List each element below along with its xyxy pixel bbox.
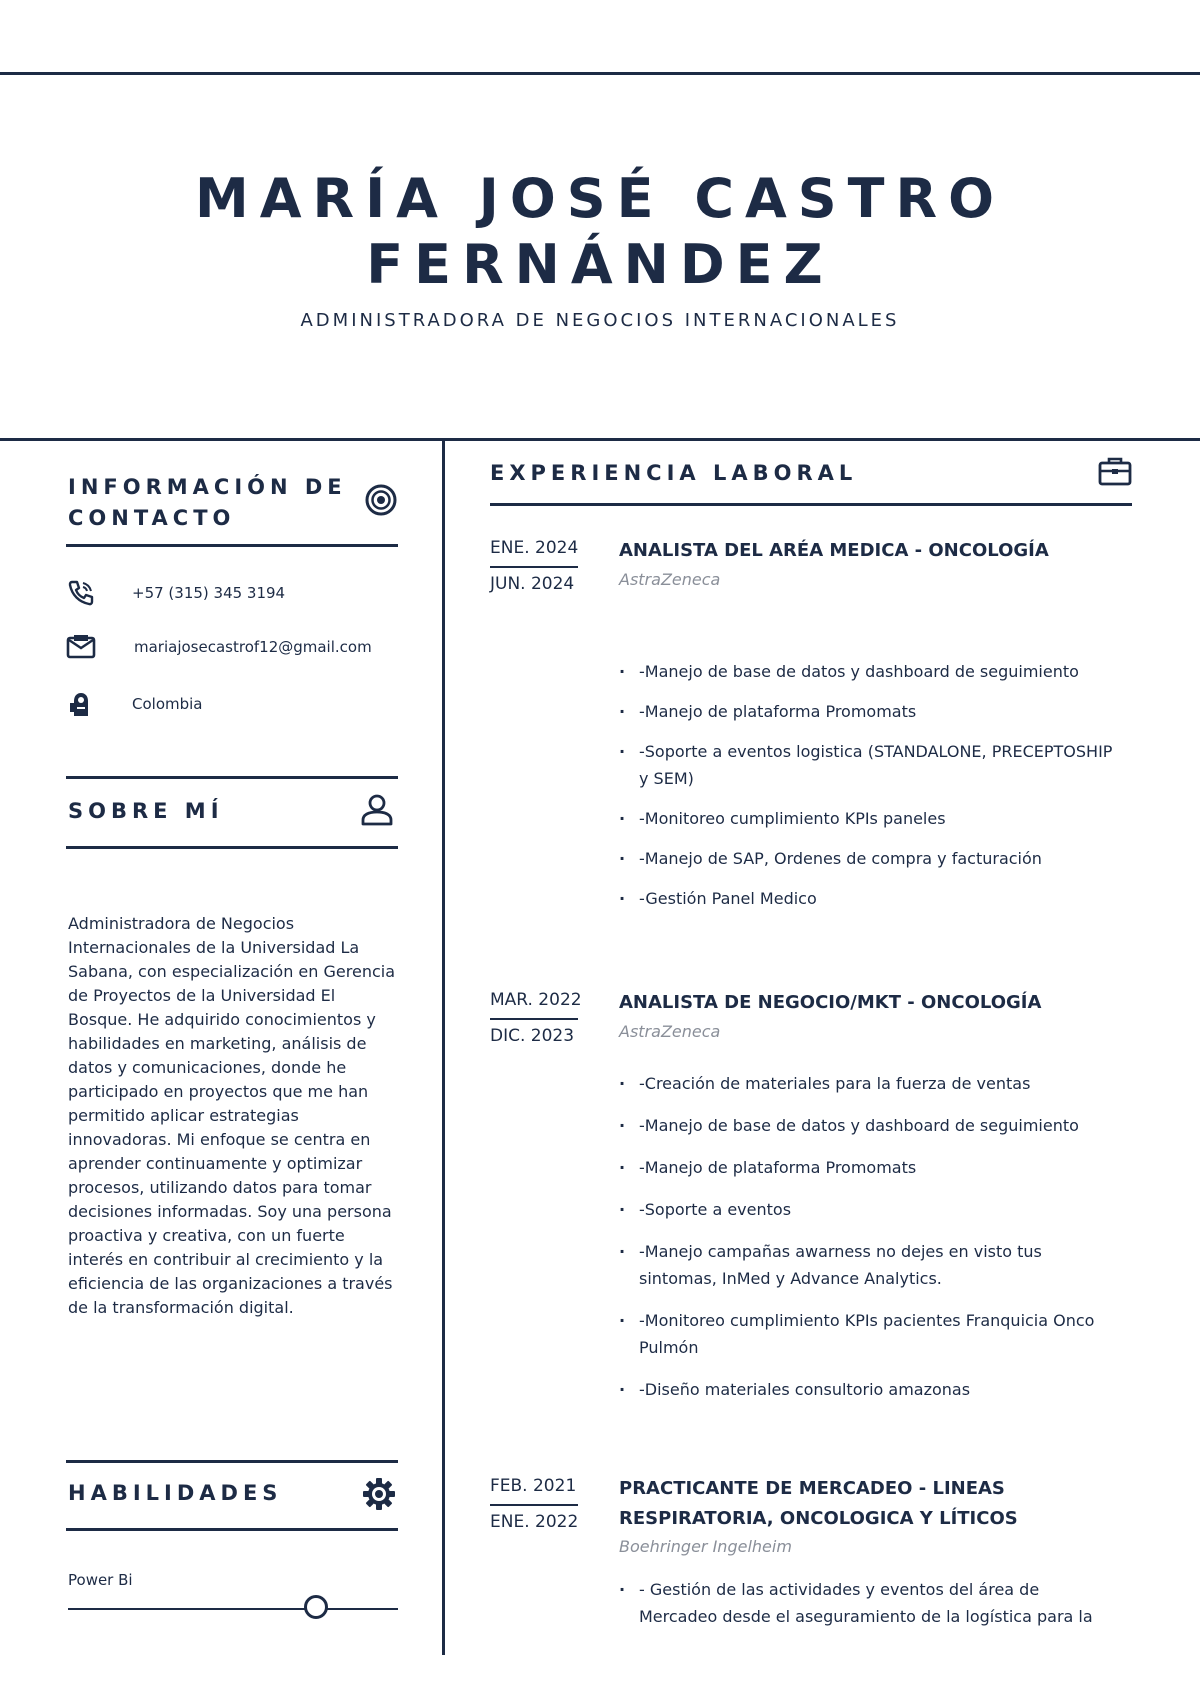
at-sign-icon — [364, 483, 398, 517]
list-item: · - Gestión de las actividades y eventos del área de Mercadeo desde el aseguramiento de la logística para la — [619, 1576, 1119, 1630]
skill-level-knob — [304, 1595, 328, 1619]
contact-divider — [66, 544, 398, 547]
list-item: · -Soporte a eventos logistica (STANDALONE, PRECEPTOSHIP y SEM) — [619, 738, 1119, 792]
phone-text: +57 (315) 345 3194 — [132, 584, 286, 602]
list-item: · -Manejo campañas awarness no dejes en visto tus sintomas, InMed y Advance Analytics. — [619, 1238, 1119, 1292]
gear-icon — [362, 1477, 396, 1511]
list-item: · -Gestión Panel Medico — [619, 885, 1119, 912]
job-title: ANALISTA DE NEGOCIO/MKT - ONCOLOGÍA — [619, 992, 1042, 1013]
contact-location-row — [66, 689, 406, 721]
about-text: Administradora de Negocios Internacionales de la Universidad La Sabana, con especialización en Gerencia de Proyectos de la Universidad El Bosque. He adquirido conocimientos y habilidades en marketing, análisis de datos y comunicaciones, donde he participado en proyectos que me han permitido aplicar estrategias innovadoras. Mi enfoque se centra en aprender continuamente y optimizar procesos, utilizando datos para tomar decisiones informadas. Soy una persona proactiva y creativa, con un fuerte interés en contribuir al crecimiento y la eficiencia de las organizaciones a través de la transformación digital. — [68, 914, 395, 1317]
job-start-date: ENE. 2024 — [490, 538, 579, 558]
phone-icon — [66, 578, 96, 608]
list-item: · -Monitoreo cumplimiento KPIs pacientes Franquicia Onco Pulmón — [619, 1307, 1119, 1361]
job-end-date: ENE. 2022 — [490, 1512, 579, 1532]
job-title: ANALISTA DEL ARÉA MEDICA - ONCOLOGÍA — [619, 540, 1049, 561]
header-divider — [0, 438, 1200, 441]
name-line-2: FERNÁNDEZ — [366, 233, 834, 296]
contact-title-line-1: INFORMACIÓN DE — [68, 475, 347, 499]
about-bottom-divider — [66, 846, 398, 849]
list-item: · -Diseño materiales consultorio amazonas — [619, 1376, 1119, 1403]
job-end-date: JUN. 2024 — [490, 574, 575, 594]
professional-title: ADMINISTRADORA DE NEGOCIOS INTERNACIONALES — [300, 310, 900, 331]
top-divider — [0, 72, 1200, 75]
skill-track — [68, 1608, 398, 1610]
job-start-date: MAR. 2022 — [490, 990, 582, 1010]
location-text: Colombia — [132, 695, 203, 713]
list-item: · -Manejo de base de datos y dashboard de seguimiento — [619, 658, 1119, 685]
date-divider — [490, 566, 578, 568]
job-bullets — [619, 658, 1119, 912]
job-end-date: DIC. 2023 — [490, 1026, 575, 1046]
list-item: · -Manejo de plataforma Promomats — [619, 698, 1119, 725]
date-divider — [490, 1504, 578, 1506]
job-start-date: FEB. 2021 — [490, 1476, 577, 1496]
location-icon — [66, 689, 96, 719]
candidate-name — [0, 166, 1200, 298]
contact-email-row — [66, 632, 406, 664]
skills-section-title: HABILIDADES — [68, 1481, 283, 1505]
skills-top-divider — [66, 1460, 398, 1463]
contact-title-line-2: CONTACTO — [68, 506, 236, 530]
job-company: AstraZeneca — [619, 570, 721, 589]
skill-label: Power Bi — [68, 1571, 133, 1589]
experience-divider — [490, 503, 1132, 506]
experience-section-title: EXPERIENCIA LABORAL — [490, 461, 858, 485]
contact-phone-row — [66, 578, 406, 610]
user-icon — [360, 792, 394, 826]
envelope-icon — [66, 632, 96, 662]
list-item: · -Soporte a eventos — [619, 1196, 1119, 1223]
name-line-1: MARÍA JOSÉ CASTRO — [194, 167, 1005, 230]
about-top-divider — [66, 776, 398, 779]
list-item: · -Manejo de base de datos y dashboard de seguimiento — [619, 1112, 1119, 1139]
list-item: · -Creación de materiales para la fuerza de ventas — [619, 1070, 1119, 1097]
job-company: AstraZeneca — [619, 1022, 721, 1041]
date-divider — [490, 1018, 578, 1020]
contact-section-title — [68, 472, 347, 534]
list-item: · -Manejo de SAP, Ordenes de compra y facturación — [619, 845, 1119, 872]
email-text[interactable]: mariajosecastrof12@gmail.com — [134, 638, 372, 656]
skills-bottom-divider — [66, 1528, 398, 1531]
job-bullets — [619, 1576, 1119, 1630]
about-section-title: SOBRE MÍ — [68, 799, 224, 823]
column-divider — [442, 440, 445, 1655]
job-bullets — [619, 1070, 1119, 1403]
list-item: · -Monitoreo cumplimiento KPIs paneles — [619, 805, 1119, 832]
list-item: · -Manejo de plataforma Promomats — [619, 1154, 1119, 1181]
job-title: PRACTICANTE DE MERCADEO - LINEAS RESPIRATORIA, ONCOLOGICA Y LÍTICOS — [619, 1478, 1018, 1529]
briefcase-icon — [1098, 454, 1132, 488]
job-company: Boehringer Ingelheim — [619, 1537, 792, 1556]
